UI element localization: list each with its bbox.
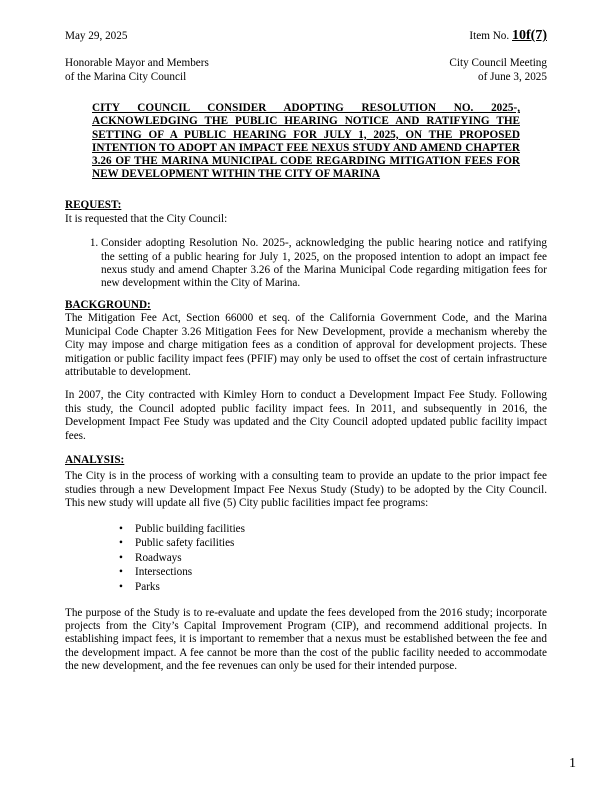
background-heading: BACKGROUND: bbox=[65, 298, 151, 311]
request-heading: REQUEST: bbox=[65, 199, 122, 212]
list-item-text: Intersections bbox=[135, 566, 193, 579]
list-item bbox=[119, 580, 547, 595]
analysis-paragraph-1: The City is in the process of working with a consulting team to provide an update to the prior impact fee studies through a new Development Impact Fee Nexus Study (Study) to be adopted by the City Council. This new study will update all five (5) City public facilities impact fee programs: bbox=[65, 470, 547, 510]
meeting-block bbox=[449, 57, 547, 84]
recipient-line-2: of the Marina City Council bbox=[65, 70, 187, 83]
list-item bbox=[119, 551, 547, 566]
list-item-text: Roadways bbox=[135, 551, 182, 564]
item-number-label: Item No. bbox=[469, 30, 510, 42]
analysis-section bbox=[65, 454, 547, 674]
list-item bbox=[119, 565, 547, 580]
list-item-text: Public building facilities bbox=[135, 522, 245, 535]
bullet-icon: • bbox=[119, 551, 123, 564]
meeting-line-1: City Council Meeting bbox=[449, 57, 547, 70]
bullet-icon: • bbox=[119, 537, 123, 550]
document-page bbox=[65, 29, 547, 674]
bullet-icon: • bbox=[119, 580, 123, 593]
meeting-line-2: of June 3, 2025 bbox=[478, 70, 547, 83]
item-number-code: 10f(7) bbox=[512, 28, 547, 43]
list-item-text: Public safety facilities bbox=[135, 537, 235, 550]
recipient-block bbox=[65, 57, 209, 84]
memo-date: May 29, 2025 bbox=[65, 30, 128, 42]
request-section bbox=[65, 199, 547, 290]
page-number: 1 bbox=[569, 756, 576, 771]
item-number bbox=[469, 29, 547, 43]
fee-program-list bbox=[65, 522, 547, 595]
bullet-icon: • bbox=[119, 522, 123, 535]
request-item: 1. Consider adopting Resolution No. 2025-, acknowledging the public hearing notice and ratifying the setting of a public hearing for July 1, 2025, on the proposed intention to adopt an impact fee nexus study and amend Chapter 3.26 of the Marina Municipal Code regarding mitigation fees for new development within the City of Marina. bbox=[101, 237, 547, 291]
list-item bbox=[119, 536, 547, 551]
background-paragraph-2: In 2007, the City contracted with Kimley Horn to conduct a Development Impact Fee Study. Following this study, the Council adopted public facility impact fees. In 2011, and subsequently in 2016, the Development Impact Fee Study was updated and the City Council adopted updated public facility impact fees. bbox=[65, 389, 547, 442]
analysis-paragraph-2: The purpose of the Study is to re-evaluate and update the fees developed from the 2016 study; incorporate projects from the City’s Capital Improvement Program (CIP), and recommend additional projects. In establishing impact fees, it is important to remember that a nexus must be established between the fee and the development impact. A fee cannot be more than the cost of the public facility needed to accommodate the new development, and the fee revenues can only be used for their intended purpose. bbox=[65, 606, 547, 673]
background-paragraph-1: The Mitigation Fee Act, Section 66000 et seq. of the California Government Code, and the Marina Municipal Code Chapter 3.26 Mitigation Fees for New Development, provide a mechanism whereby the City may impose and charge mitigation fees as a condition of approval for development projects. These mitigation or public facility impact fees (PFIF) may only be used to offset the cost of certain infrastructure attributable to development. bbox=[65, 312, 547, 378]
list-item bbox=[119, 522, 547, 537]
background-section bbox=[65, 299, 547, 443]
recipient-line-1: Honorable Mayor and Members bbox=[65, 57, 209, 70]
list-item-text: Parks bbox=[135, 580, 160, 593]
analysis-heading: ANALYSIS: bbox=[65, 453, 125, 466]
request-intro: It is requested that the City Council: bbox=[65, 212, 228, 225]
bullet-icon: • bbox=[119, 566, 123, 579]
request-list bbox=[65, 237, 547, 291]
header-address-row bbox=[65, 57, 547, 84]
header-top-row bbox=[65, 29, 547, 43]
agenda-title: CITY COUNCIL CONSIDER ADOPTING RESOLUTION NO. 2025-, ACKNOWLEDGING THE PUBLIC HEARING NOTICE AND RATIFYING THE SETTING OF A PUBLIC HEARING FOR JULY 1, 2025, ON THE PROPOSED INTENTION TO ADOPT AN IMPACT FEE NEXUS STUDY AND AMEND CHAPTER 3.26 OF THE MARINA MUNICIPAL CODE REGARDING MITIGATION FEES FOR NEW DEVELOPMENT WITHIN THE CITY OF MARINA bbox=[92, 102, 520, 181]
